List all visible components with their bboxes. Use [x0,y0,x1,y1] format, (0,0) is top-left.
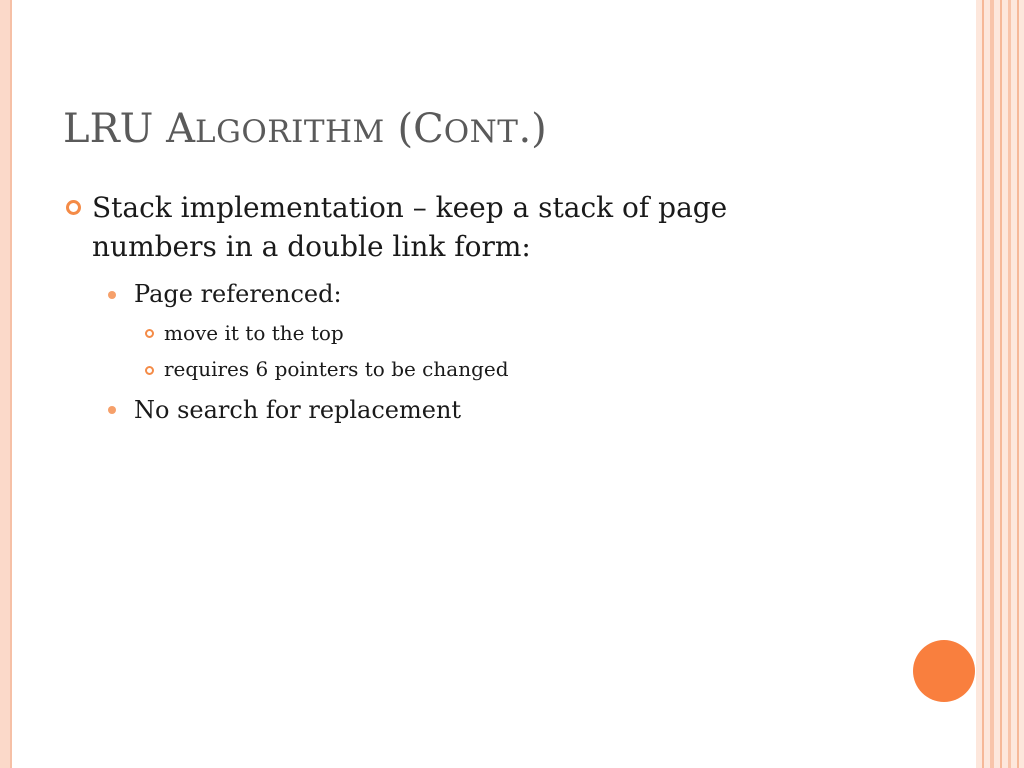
bullet-level2: Page referenced: [134,280,342,308]
decorative-circle [913,640,975,702]
bullet-ring-small-icon [145,329,154,338]
right-border [976,0,1024,768]
bullet-level2: No search for replacement [134,396,462,424]
title-part: (C [384,106,444,152]
title-part: LGORITHM [195,114,385,150]
bullet-dot-icon [108,406,116,414]
border-stripe [1008,0,1011,768]
bullet-level3: requires 6 pointers to be changed [164,357,509,381]
bullet-dot-icon [108,291,116,299]
title-part: ONT [443,114,519,150]
title-part: .) [518,106,547,152]
border-stripe [1017,0,1019,768]
left-border [0,0,10,768]
border-stripe [982,0,984,768]
border-stripe [1000,0,1002,768]
bullet-ring-small-icon [145,366,154,375]
border-stripe [990,0,994,768]
bullet-level3: move it to the top [164,321,344,345]
bullet-ring-icon [66,200,81,215]
title-part: LRU A [63,106,195,152]
bullet-level1: Stack implementation – keep a stack of page numbers in a double link form: [92,191,728,263]
slide-title [63,103,943,158]
